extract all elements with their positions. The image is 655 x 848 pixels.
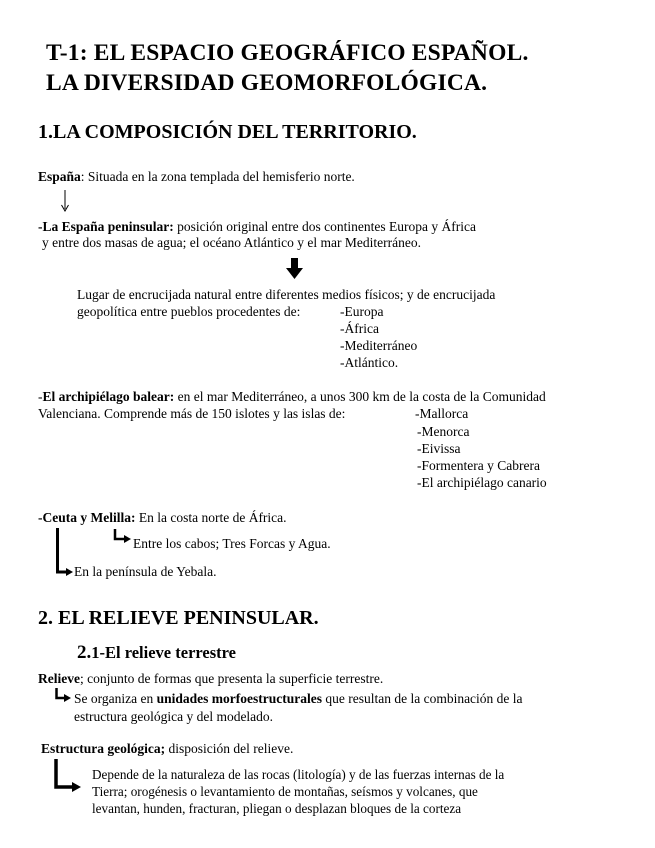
section-2-heading: 2. EL RELIEVE PENINSULAR. bbox=[38, 607, 319, 629]
balear-paragraph bbox=[38, 389, 546, 405]
ceuta-paragraph bbox=[38, 510, 287, 526]
isla-mallorca: -Mallorca bbox=[415, 406, 469, 421]
encrucijada-line-2: geopolítica entre pueblos procedentes de: bbox=[77, 304, 301, 319]
estructura-line-3: levantan, hunden, fracturan, pliegan o desplazan bloques de la corteza bbox=[92, 801, 462, 816]
relieve-paragraph bbox=[38, 671, 383, 687]
ceuta-label: -Ceuta y Melilla: bbox=[38, 510, 136, 525]
encrucijada-line-1: Lugar de encrucijada natural entre diferentes medios físicos; y de encrucijada bbox=[77, 287, 496, 302]
isla-canario: -El archipiélago canario bbox=[417, 475, 547, 490]
peninsular-paragraph bbox=[38, 219, 476, 235]
estructura-line-1: Depende de la naturaleza de las rocas (litología) y de las fuerzas internas de la bbox=[92, 767, 505, 782]
bent-arrow-icon bbox=[114, 529, 132, 545]
balear-lead: - bbox=[38, 389, 43, 404]
bent-arrow-icon bbox=[53, 759, 83, 795]
espana-paragraph bbox=[38, 169, 355, 185]
ceuta-yebala: En la península de Yebala. bbox=[74, 564, 217, 579]
relieve-organiza-bold: unidades morfoestructurales bbox=[156, 691, 322, 706]
subsection-number: 2. bbox=[77, 642, 92, 663]
ceuta-text: En la costa norte de África. bbox=[135, 510, 287, 525]
relieve-label: Relieve bbox=[38, 671, 80, 686]
pueblo-europa: -Europa bbox=[340, 304, 384, 319]
relieve-organiza-post: que resultan de la combinación de la bbox=[321, 691, 523, 706]
relieve-organiza-line-1 bbox=[74, 691, 523, 707]
isla-formentera: -Formentera y Cabrera bbox=[417, 458, 540, 473]
estructura-paragraph bbox=[41, 741, 293, 757]
isla-menorca: -Menorca bbox=[417, 424, 470, 439]
peninsular-label: -La España peninsular: bbox=[38, 219, 174, 234]
espana-label: España bbox=[38, 169, 81, 184]
pueblo-atlantico: -Atlántico. bbox=[340, 355, 399, 370]
title-line-1: T-1: EL ESPACIO GEOGRÁFICO ESPAÑOL. bbox=[46, 40, 529, 66]
estructura-label: Estructura geológica; bbox=[41, 741, 166, 756]
peninsular-text-2: y entre dos masas de agua; el océano Atlántico y el mar Mediterráneo. bbox=[42, 235, 421, 250]
relieve-organiza-line-2: estructura geológica y del modelado. bbox=[74, 709, 274, 724]
balear-label: El archipiélago balear: bbox=[42, 389, 175, 404]
ceuta-cabos: Entre los cabos; Tres Forcas y Agua. bbox=[133, 536, 331, 551]
balear-text-1: en el mar Mediterráneo, a unos 300 km de la costa de la Comunidad bbox=[174, 389, 546, 404]
thin-down-arrow-icon bbox=[59, 189, 71, 215]
subsection-text: 1-El relieve terrestre bbox=[91, 643, 237, 662]
relieve-text: ; conjunto de formas que presenta la superficie terrestre. bbox=[79, 671, 384, 686]
balear-text-2: Valenciana. Comprende más de 150 islotes y las islas de: bbox=[38, 406, 346, 421]
espana-text: : Situada en la zona templada del hemisferio norte. bbox=[80, 169, 355, 184]
bent-arrow-icon bbox=[55, 688, 73, 704]
estructura-text: disposición del relieve. bbox=[165, 741, 294, 756]
bold-down-arrow-icon bbox=[286, 258, 304, 280]
peninsular-text-1: posición original entre dos continentes Europa y África bbox=[173, 219, 476, 234]
relieve-organiza-pre: Se organiza en bbox=[74, 691, 157, 706]
estructura-line-2: Tierra; orogénesis o levantamiento de montañas, seísmos y volcanes, que bbox=[92, 784, 478, 799]
isla-eivissa: -Eivissa bbox=[417, 441, 461, 456]
pueblo-mediterraneo: -Mediterráneo bbox=[340, 338, 418, 353]
section-1-heading: 1.LA COMPOSICIÓN DEL TERRITORIO. bbox=[38, 121, 417, 143]
title-line-2: LA DIVERSIDAD GEOMORFOLÓGICA. bbox=[46, 70, 488, 96]
pueblo-africa: -África bbox=[340, 321, 379, 336]
subsection-2-1-heading bbox=[77, 642, 236, 664]
bent-arrow-icon bbox=[55, 528, 75, 578]
